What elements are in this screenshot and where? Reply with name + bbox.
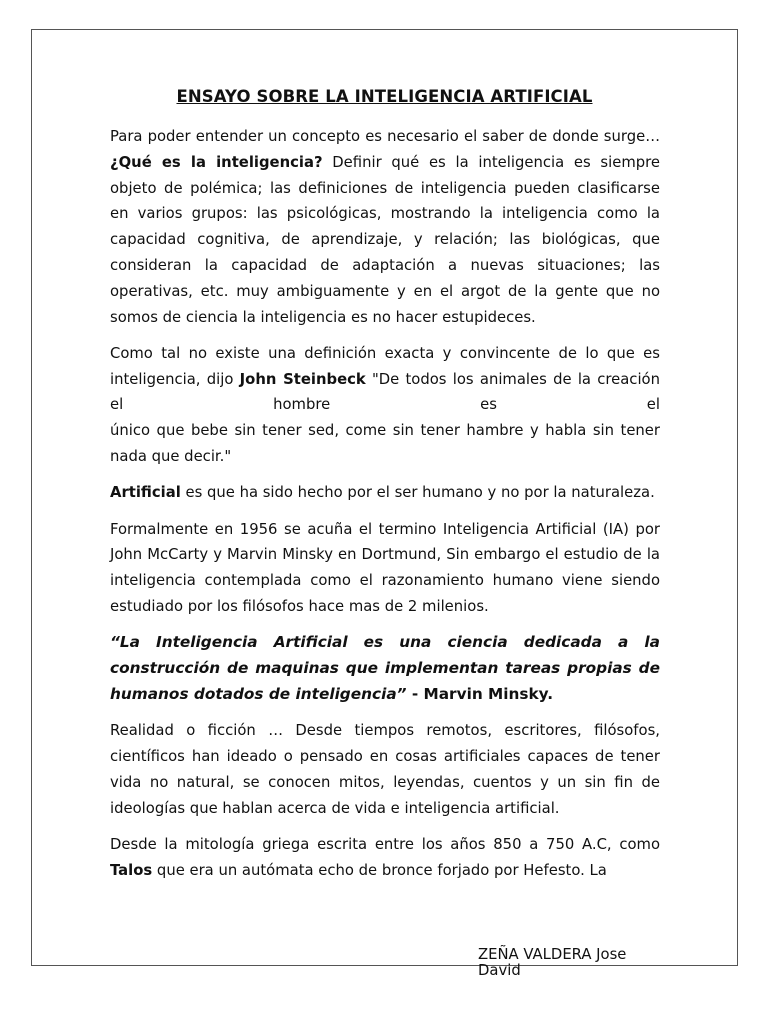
paragraph-mythology [110,832,660,884]
paragraph-intro [110,124,660,330]
talos-term: Talos [110,861,153,879]
author-steinbeck: John Steinbeck [239,370,366,388]
document-body [110,124,660,894]
steinbeck-quote-end: único que bebe sin tener sed, come sin tener hambre y habla sin tener nada que decir." [110,422,660,466]
intro-text-start: Para poder entender un concepto es necesario el saber de donde surge… [110,128,660,145]
artificial-term: Artificial [110,484,181,502]
minsky-quote [110,630,660,707]
paragraph-fiction: Realidad o ficción … Desde tiempos remotos, escritores, filósofos, científicos han ideado o pensado en cosas artificiales capaces de tener vida no natural, se conocen mitos, leyendas, cuentos y un sin fin de ideologías que hablan acerca de vida e inteligencia artificial. [110,722,660,817]
document-page [31,29,738,979]
paragraph-artificial [110,480,660,506]
mythology-text-start: Desde la mitología griega escrita entre los años 850 a 750 A.C, como [110,835,660,853]
intro-question: ¿Qué es la inteligencia? [110,153,323,171]
quote-text: “La Inteligencia Artificial es una ciencia dedicada a la construcción de maquinas que implementan tareas propias de humanos dotados de inteligencia” [110,633,660,703]
artificial-definition: es que ha sido hecho por el ser humano y no por la naturaleza. [180,484,655,502]
mythology-text-end: que era un autómata echo de bronce forjado por Hefesto. La [152,861,607,879]
intro-text-end: Definir qué es la inteligencia es siempre objeto de polémica; las definiciones de inteligencia pueden clasificarse en varios grupos: las psicológicas, mostrando la inteligencia como la capacidad cognitiva, de aprendizaje, y relación; las biológicas, que consideran la capacidad de adaptación a nuevas situaciones; las operativas, etc. muy ambiguamente y en el argot de la gente que no somos de ciencia la inteligencia es no hacer estupideces. [110,153,660,326]
quote-author: Marvin Minsky. [423,684,554,703]
paragraph-definition [110,341,660,470]
document-title: ENSAYO SOBRE LA INTELIGENCIA ARTIFICIAL [176,87,593,106]
author-footer: ZEÑA VALDERA Jose David [478,946,627,979]
steinbeck-quote-start: "De todos los animales de la creación el hombre es el [110,370,660,414]
paragraph-history: Formalmente en 1956 se acuña el termino Inteligencia Artificial (IA) por John McCarty y Marvin Minsky en Dortmund, Sin embargo el estudio de la inteligencia contemplada como el razonamiento humano viene siendo estudiado por los filósofos hace mas de 2 milenios. [110,520,660,616]
quote-separator: - [406,684,424,703]
definition-first-lines [110,341,660,418]
definition-text: Como tal no existe una definición exacta y convincente de lo que es inteligencia, dijo [110,344,660,388]
